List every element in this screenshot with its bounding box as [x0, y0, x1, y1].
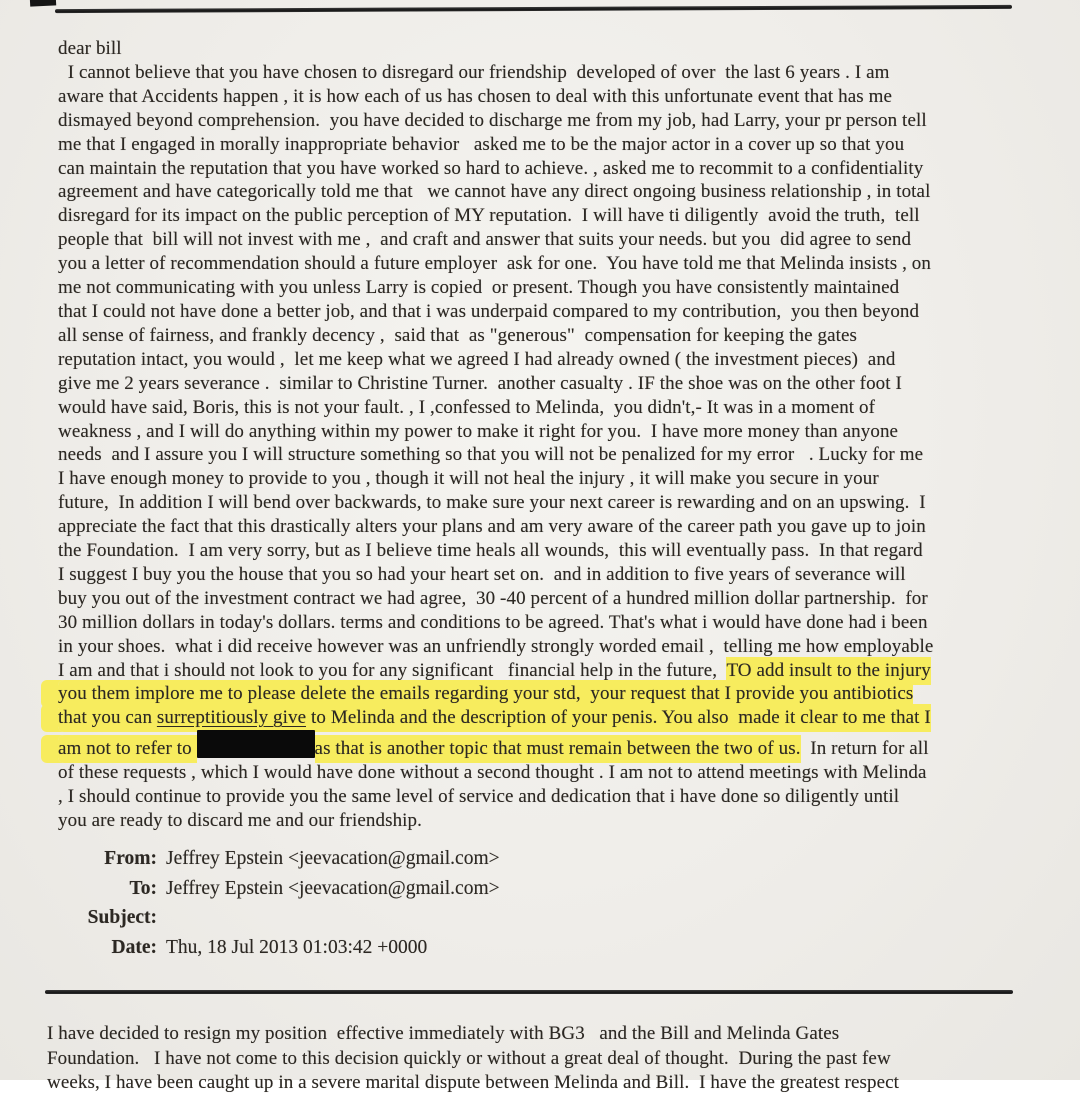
- letter-text: weakness , and I will do anything within my power to make it right for you. I have more money than anyone: [58, 420, 899, 442]
- letter-line: [58, 276, 1048, 300]
- letter-text: would have said, Boris, this is not your fault. , I ,confessed to Melinda, you didn't,- It was in a moment of: [58, 396, 876, 418]
- letter-line: [58, 809, 1048, 833]
- letter-text: of these requests , which I would have done without a second thought . I am not to attend meetings with Melinda: [58, 762, 927, 784]
- letter-text: appreciate the fact that this drastically alters your plans and am very aware of the career path you gave up to join: [58, 516, 926, 538]
- letter-text: all sense of fairness, and frankly decency , said that as "generous" compensation for keeping the gates: [58, 324, 858, 346]
- letter-line: [58, 730, 1048, 761]
- letter-text: I have enough money to provide to you , though it will not heal the injury , it will make you secure in your: [58, 468, 879, 490]
- email-header-block: [62, 848, 500, 959]
- from-value: Jeffrey Epstein <jeevacation@gmail.com>: [166, 848, 500, 869]
- letter-line: [58, 61, 1048, 85]
- letter-text: I cannot believe that you have chosen to disregard our friendship developed of over the last 6 years . I am: [58, 61, 890, 83]
- letter-line: [58, 157, 1048, 181]
- letter-text: in your shoes. what i did receive however was an unfriendly strongly worded email , telling me how employable: [58, 635, 934, 657]
- highlighted-text: to Melinda and the description of your penis. You also made it clear to me that I: [306, 704, 931, 732]
- date-value: Thu, 18 Jul 2013 01:03:42 +0000: [166, 936, 428, 958]
- scan-artifact-mark: [30, 0, 56, 7]
- letter-line: [58, 587, 1048, 611]
- letter-text: me that I engaged in morally inappropriate behavior asked me to be the major actor in a cover up so that you: [58, 133, 905, 155]
- footer-line: I have decided to resign my position effective immediately with BG3 and the Bill and Melinda Gates: [47, 1023, 840, 1044]
- letter-line: [58, 539, 1048, 563]
- separator-rule: [45, 990, 1013, 994]
- redaction-box: [197, 730, 315, 758]
- letter-line: [58, 611, 1048, 635]
- letter-text: 30 million dollars in today's dollars. terms and conditions to be agreed. That's what i would have done had i been: [58, 611, 928, 633]
- highlighted-text: am not to refer to: [58, 735, 197, 763]
- letter-line: [58, 180, 1048, 204]
- letter-line: [58, 659, 1048, 683]
- highlighted-text: TO add insult to the injury: [726, 657, 930, 685]
- letter-line: [58, 372, 1048, 396]
- letter-text: give me 2 years severance . similar to Christine Turner. another casualty . IF the shoe was on the other foot I: [58, 372, 902, 394]
- letter-text: agreement and have categorically told me that we cannot have any direct ongoing business relationship , in total: [58, 181, 931, 203]
- to-value: Jeffrey Epstein <jeevacation@gmail.com>: [166, 877, 500, 899]
- top-rule: [55, 5, 1012, 13]
- letter-line: [58, 420, 1048, 444]
- highlighted-text: surreptitiously give: [157, 704, 306, 732]
- letter-text: aware that Accidents happen , it is how each of us has chosen to deal with this unfortunate event that has me: [58, 85, 892, 107]
- letter-text: I am and that i should not look to you for any significant financial help in the future,: [58, 659, 727, 681]
- highlighted-text: as that is another topic that must remain between the two of us.: [315, 735, 801, 763]
- letter-line: [58, 761, 1048, 785]
- letter-text: future, In addition I will bend over backwards, to make sure your next career is rewarding and on an upswing. I: [58, 492, 926, 514]
- to-label: To:: [129, 877, 157, 899]
- letter-text: me not communicating with you unless Larry is copied or present. Though you have consistently maintained: [58, 277, 900, 299]
- letter-line: [58, 228, 1048, 252]
- highlighted-text: that you can: [58, 704, 157, 732]
- letter-line: [58, 491, 1048, 515]
- letter-text: disregard for its impact on the public perception of MY reputation. I will have ti diligently avoid the truth, tell: [58, 205, 920, 227]
- letter-text: , I should continue to provide you the same level of service and dedication that i have done so diligently until: [58, 786, 900, 808]
- letter-line: [58, 682, 1048, 706]
- letter-line: [58, 396, 1048, 420]
- resignation-paragraph: [47, 1022, 1057, 1096]
- letter-text: I suggest I buy you the house that you so had your heart set on. and in addition to five years of severance will: [58, 563, 906, 585]
- letter-line: [58, 300, 1048, 324]
- letter-text: the Foundation. I am very sorry, but as I believe time heals all wounds, this will eventually pass. In that regard: [58, 540, 923, 562]
- letter-line: [58, 133, 1048, 157]
- letter-line: [58, 443, 1048, 467]
- letter-line: [58, 252, 1048, 276]
- letter-line: [58, 204, 1048, 228]
- letter-text: needs and I assure you I will structure something so that you will not be penalized for my error . Lucky for me: [58, 444, 924, 466]
- letter-text: reputation intact, you would , let me keep what we agreed I had already owned ( the investment pieces) and: [58, 348, 896, 370]
- letter-line: [58, 348, 1048, 372]
- letter-text: you a letter of recommendation should a future employer ask for one. You have told me that Melinda insists , on: [58, 253, 931, 275]
- letter-text: can maintain the reputation that you have worked so hard to achieve. , asked me to recommit to a confidentiality: [58, 157, 924, 179]
- letter-text: dismayed beyond comprehension. you have decided to discharge me from my job, had Larry, your pr person tell: [58, 109, 927, 131]
- highlighted-text: you them implore me to please delete the emails regarding your std, your request that I provide you antibiotics: [58, 680, 913, 708]
- subject-label: Subject:: [87, 907, 157, 928]
- letter-line: [58, 706, 1048, 730]
- subject-value: [166, 907, 500, 929]
- letter-body: [58, 37, 1048, 833]
- letter-text: you are ready to discard me and our friendship.: [58, 810, 422, 831]
- letter-text: dear bill: [58, 38, 122, 59]
- letter-line: [58, 785, 1048, 809]
- letter-text: In return for all: [800, 738, 929, 760]
- footer-line: Foundation. I have not come to this decision quickly or without a great deal of thought. During the past few: [47, 1047, 891, 1069]
- letter-line: [58, 515, 1048, 539]
- letter-line: [58, 563, 1048, 587]
- letter-line: [58, 635, 1048, 659]
- letter-line: [58, 85, 1048, 109]
- letter-line: [58, 467, 1048, 491]
- date-label: Date:: [111, 936, 157, 958]
- letter-text: people that bill will not invest with me , and craft and answer that suits your needs. but you did agree to send: [58, 229, 912, 251]
- letter-line: [58, 109, 1048, 133]
- from-label: From:: [104, 848, 157, 869]
- footer-line: weeks, I have been caught up in a severe marital dispute between Melinda and Bill. I have the greatest respect: [47, 1072, 900, 1093]
- letter-line: [58, 324, 1048, 348]
- letter-text: buy you out of the investment contract we had agree, 30 -40 percent of a hundred million dollar partnership. for: [58, 587, 928, 609]
- letter-line: [58, 37, 1048, 61]
- letter-text: that I could not have done a better job, and that i was underpaid compared to my contribution, you then beyond: [58, 300, 920, 322]
